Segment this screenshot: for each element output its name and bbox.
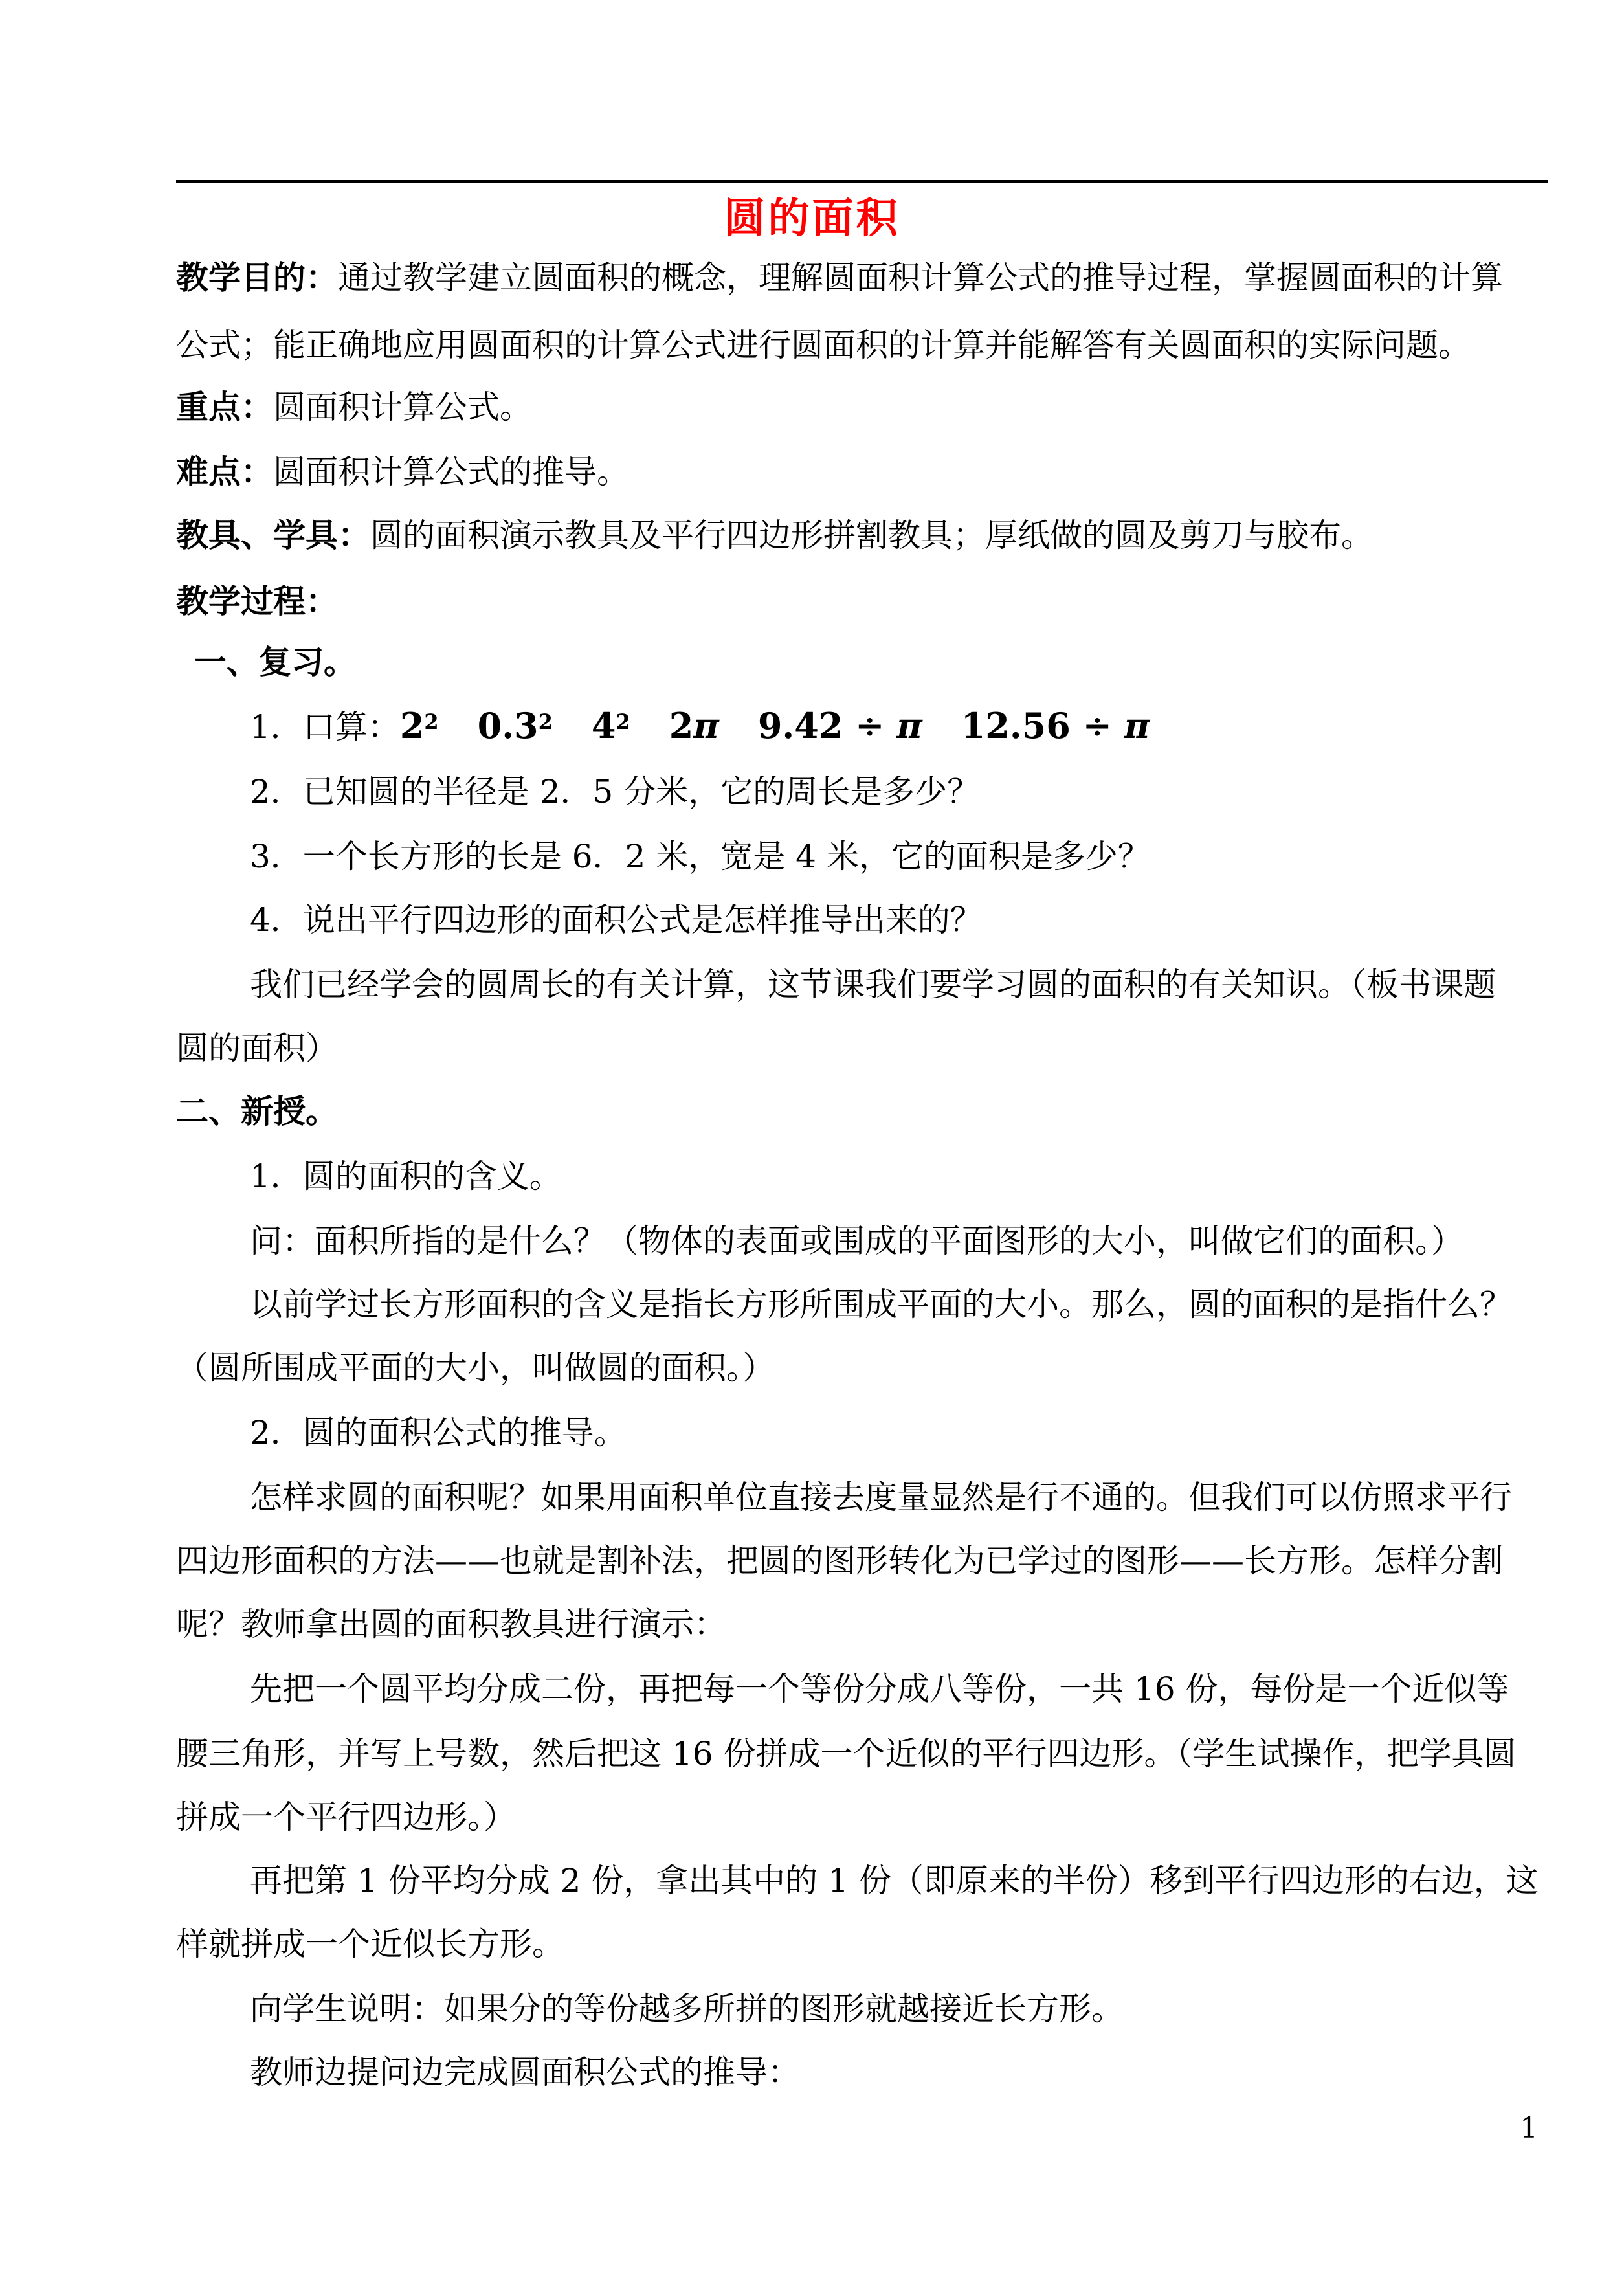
paragraph-3-line-2: 样就拼成一个近似长方形。 bbox=[176, 1925, 564, 1963]
paragraph-1-line-3: 呢？教师拿出圆的面积教具进行演示： bbox=[176, 1605, 726, 1643]
pi-symbol-2: π bbox=[896, 705, 922, 746]
keypoint-line bbox=[176, 386, 532, 429]
term-2-exp: 2 bbox=[538, 710, 553, 734]
paragraph-2-line-1: 先把一个圆平均分成二份，再把每一个等份分成八等份，一共 16 份，每份是一个近似等 bbox=[250, 1670, 1509, 1708]
new-lesson-heading: 二、新授。 bbox=[176, 1093, 338, 1130]
pi-symbol-1: π bbox=[693, 705, 719, 746]
difficulty-text: 圆面积计算公式的推导。 bbox=[273, 453, 629, 491]
pi-symbol-3: π bbox=[1124, 705, 1150, 746]
difficulty-line bbox=[176, 451, 629, 493]
review-item-3: 3．一个长方形的长是 6．2 米，宽是 4 米，它的面积是多少？ bbox=[250, 838, 1150, 875]
difficulty-label: 难点： bbox=[176, 453, 273, 491]
paragraph-1-line-2: 四边形面积的方法——也就是割补法，把圆的图形转化为已学过的图形——长方形。怎样分割 bbox=[176, 1542, 1503, 1580]
paragraph-1-line-1: 怎样求圆的面积呢？如果用面积单位直接去度量显然是行不通的。但我们可以仿照求平行 bbox=[250, 1479, 1512, 1516]
mental-math-expressions bbox=[400, 705, 1150, 746]
tools-text: 圆的面积演示教具及平行四边形拼割教具；厚纸做的圆及剪刀与胶布。 bbox=[370, 517, 1374, 554]
review-item-4: 4．说出平行四边形的面积公式是怎样推导出来的？ bbox=[250, 901, 983, 939]
section-2-title: 2．圆的面积公式的推导。 bbox=[250, 1414, 627, 1451]
review-item-2: 2．已知圆的半径是 2．5 分米，它的周长是多少？ bbox=[250, 773, 980, 811]
page-number: 1 bbox=[1520, 2112, 1538, 2145]
objective-label: 教学目的： bbox=[176, 259, 338, 296]
paragraph-2-line-2: 腰三角形，并写上号数，然后把这 16 份拼成一个近似的平行四边形。（学生试操作，把学具圆 bbox=[176, 1735, 1517, 1773]
review-intro-2: 圆的面积） bbox=[176, 1029, 338, 1067]
paragraph-5: 教师边提问边完成圆面积公式的推导： bbox=[250, 2053, 800, 2091]
keypoint-label: 重点： bbox=[176, 388, 273, 426]
term-4: 2 bbox=[669, 705, 694, 746]
term-2-base: 0.3 bbox=[477, 705, 539, 746]
question-1: 问：面积所指的是什么？（物体的表面或围成的平面图形的大小，叫做它们的面积。） bbox=[250, 1222, 1463, 1260]
objective-line-1 bbox=[176, 256, 1503, 299]
question-2-line-1: 以前学过长方形面积的含义是指长方形所围成平面的大小。那么，圆的面积的是指什么？ bbox=[250, 1286, 1512, 1323]
section-1-title: 1．圆的面积的含义。 bbox=[250, 1158, 562, 1195]
review-intro-1: 我们已经学会的圆周长的有关计算，这节课我们要学习圆的面积的有关知识。（板书课题 bbox=[250, 966, 1496, 1003]
question-2-line-2: （圆所围成平面的大小，叫做圆的面积。） bbox=[176, 1349, 775, 1387]
term-6: 12.56 ÷ bbox=[961, 705, 1124, 746]
objective-line-2: 公式；能正确地应用圆面积的计算公式进行圆面积的计算并能解答有关圆面积的实际问题。 bbox=[176, 326, 1471, 364]
review-heading: 一、复习。 bbox=[194, 643, 356, 681]
term-5: 9.42 ÷ bbox=[757, 705, 897, 746]
term-3-exp: 2 bbox=[616, 710, 630, 734]
review-item-1 bbox=[250, 704, 1150, 748]
paragraph-2-line-3: 拼成一个平行四边形。） bbox=[176, 1798, 516, 1836]
term-1-exp: 2 bbox=[424, 710, 439, 734]
term-1-base: 2 bbox=[399, 705, 425, 746]
page-title: 圆的面积 bbox=[724, 195, 900, 243]
tools-line bbox=[176, 514, 1374, 557]
paragraph-3-line-1: 再把第 1 份平均分成 2 份，拿出其中的 1 份（即原来的半份）移到平行四边形的右边，这 bbox=[250, 1862, 1539, 1899]
header-rule bbox=[176, 180, 1548, 183]
process-heading: 教学过程： bbox=[176, 583, 338, 620]
review-item-1-label: 1．口算： bbox=[250, 708, 400, 746]
keypoint-text: 圆面积计算公式。 bbox=[273, 388, 532, 426]
paragraph-4: 向学生说明：如果分的等份越多所拼的图形就越接近长方形。 bbox=[250, 1990, 1124, 2028]
term-3-base: 4 bbox=[591, 705, 616, 746]
objective-text-1: 通过教学建立圆面积的概念，理解圆面积计算公式的推导过程，掌握圆面积的计算 bbox=[338, 259, 1503, 296]
tools-label: 教具、学具： bbox=[176, 517, 370, 554]
